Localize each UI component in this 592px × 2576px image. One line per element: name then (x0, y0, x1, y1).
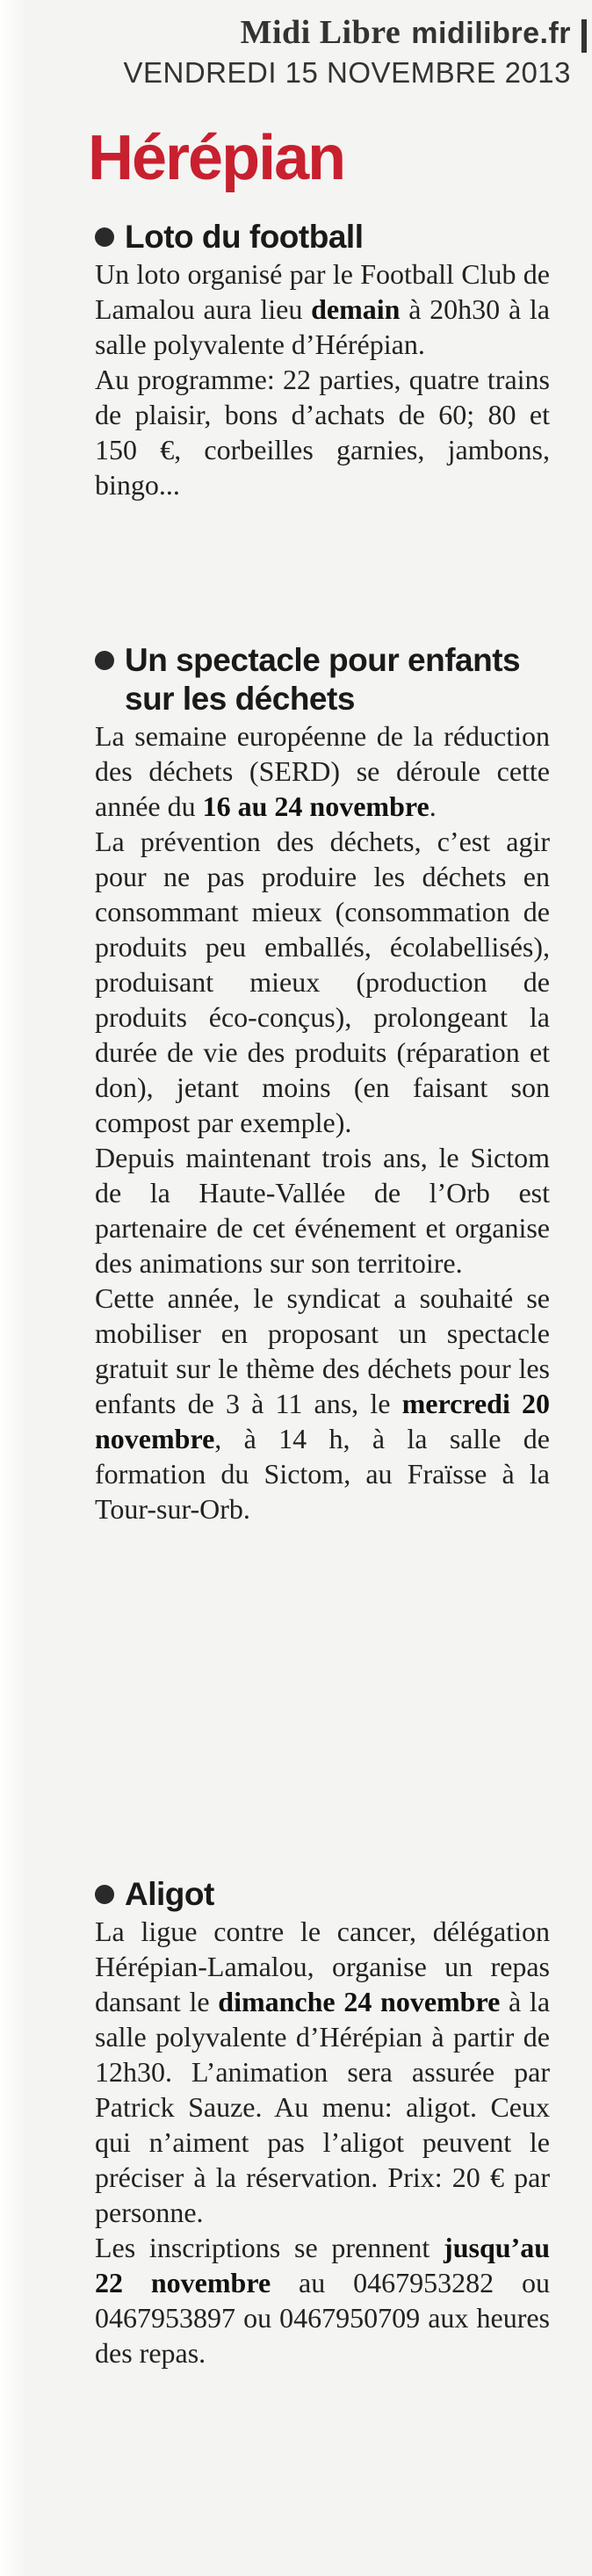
article-spectacle (95, 641, 550, 1526)
article-heading (95, 641, 550, 718)
bullet-icon (95, 1885, 114, 1904)
masthead-bar (581, 19, 587, 53)
article-paragraph (95, 362, 550, 502)
bullet-icon (95, 227, 114, 247)
paragraph-text: Cette année, le syndicat a souhaité se mobiliser en proposant un spectacle gratuit sur le thème des déchets pour les enfants de 3 à 11 ans, le (95, 1282, 550, 1419)
article-heading-text: Loto du football (125, 219, 364, 255)
article-loto (95, 218, 550, 502)
article-body (95, 718, 550, 1526)
emphasis-text: 16 au 24 novembre (202, 790, 430, 822)
masthead-line (97, 14, 571, 52)
town-title: Hérépian (88, 123, 345, 193)
paragraph-text: Au programme: 22 parties, quatre trains de plaisir, bons d’achats de 60; 80 et 150 €, corbeilles garnies, jambons, bingo... (95, 364, 550, 501)
emphasis-text: demain (311, 293, 401, 325)
paragraph-text: La prévention des déchets, c’est agir pour ne pas produire les déchets en consommant mieux (consommation de produits peu emballés, écolabellisés), produisant mieux (production de produits éco-conçus), prolongeant la durée de vie des produits (réparation et don), jetant moins (en faisant son compost par exemple). (95, 826, 550, 1138)
paper-name: Midi Libre (240, 14, 401, 51)
paragraph-text: Les inscriptions se prennent (95, 2232, 444, 2263)
article-heading-text: Aligot (125, 1876, 214, 1912)
masthead (97, 14, 571, 90)
article-paragraph (95, 1281, 550, 1526)
article-paragraph (95, 824, 550, 1140)
issue-date: VENDREDI 15 NOVEMBRE 2013 (123, 56, 571, 89)
paragraph-text: La ligue contre le cancer, délégation Hérépian-Lamalou, organise un repas dansant le (95, 1916, 550, 2017)
emphasis-text: jusqu’au 22 novembre (95, 2232, 550, 2298)
article-paragraph (95, 1914, 550, 2230)
article-paragraph (95, 256, 550, 362)
article-heading-text: Un spectacle pour enfants sur les déchets (125, 642, 521, 717)
paragraph-text: Depuis maintenant trois ans, le Sictom de la Haute-Vallée de l’Orb est partenaire de cet événement et organise des animations sur son territoire. (95, 1142, 550, 1279)
article-aligot (95, 1875, 550, 2370)
paragraph-text: , à 14 h, à la salle de formation du Sictom, au Fraïsse à la Tour-sur-Orb. (95, 1423, 550, 1525)
article-heading (95, 1875, 550, 1914)
article-paragraph (95, 1140, 550, 1281)
paper-edge (0, 0, 26, 2576)
paper-site: midilibre.fr (411, 17, 571, 50)
article-body (95, 256, 550, 502)
article-paragraph (95, 718, 550, 824)
article-body (95, 1914, 550, 2370)
article-heading (95, 218, 550, 256)
paragraph-text: à la salle polyvalente d’Hérépian à partir de 12h30. L’animation sera assurée par Patrick Sauze. Au menu: aligot. Ceux qui n’aiment pas l’aligot peuvent le préciser à la réservation. Prix: 20 € par personne. (95, 1986, 551, 2228)
paragraph-text: . (429, 790, 437, 822)
paragraph-text: au 0467953282 ou 0467953897 ou 0467950709 aux heures des repas. (95, 2267, 551, 2369)
paragraph-text: Un loto organisé par le Football Club de Lamalou aura lieu (95, 258, 550, 325)
bullet-icon (95, 651, 114, 670)
paragraph-text: à 20h30 à la salle polyvalente d’Hérépian. (95, 293, 551, 360)
article-paragraph (95, 2230, 550, 2370)
emphasis-text: dimanche 24 novembre (218, 1986, 501, 2017)
emphasis-text: mercredi 20 novembre (95, 1388, 551, 1454)
paragraph-text: La semaine européenne de la réduction des déchets (SERD) se déroule cette année du (95, 720, 550, 822)
